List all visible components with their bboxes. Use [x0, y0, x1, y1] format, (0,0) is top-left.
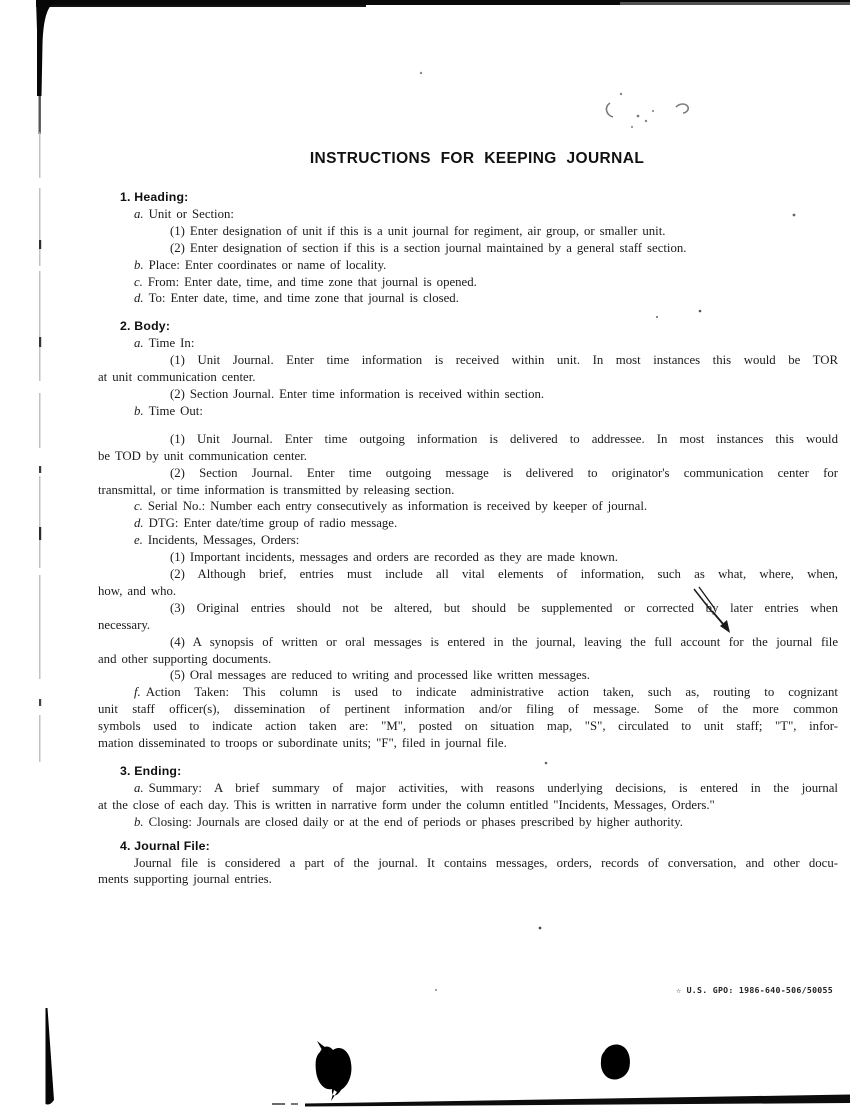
punch-hole-ink-blob-1 — [316, 1041, 352, 1101]
item-letter: a. — [134, 336, 144, 351]
continuation-line: be TOD by unit communication center. — [98, 448, 307, 463]
item-letter: b. — [134, 403, 144, 418]
list-item — [134, 498, 838, 515]
list-item: (1) Unit Journal. Enter time outgoing information is delivered to addressee. In most instances this would — [170, 431, 838, 446]
item-text: DTG: Enter date/time group of radio message. — [148, 516, 398, 531]
item-letter: a. — [134, 780, 144, 795]
section-heading-block — [98, 189, 838, 307]
item-text: Summary: A brief summary of major activities, with reasons underlying decisions, is entered in the journal — [148, 780, 838, 795]
list-item — [134, 206, 838, 223]
continuation-line: symbols used to indicate action taken are: "M", posted on situation map, "S", circulated to unit staff; "T", infor- — [98, 719, 838, 734]
continuation-line: ments supporting journal entries. — [98, 872, 272, 887]
item-letter: d. — [134, 516, 144, 531]
item-text: Incidents, Messages, Orders: — [147, 533, 300, 548]
list-item — [134, 257, 838, 274]
punch-hole-ink-blob-2 — [601, 1045, 630, 1080]
page-title: INSTRUCTIONS FOR KEEPING JOURNAL — [309, 150, 645, 167]
item-text: Closing: Journals are closed daily or at the end of periods or phases prescribed by higher authority. — [148, 814, 683, 829]
item-text: Time In: — [148, 336, 195, 351]
item-letter: b. — [134, 814, 144, 829]
continuation-line: and other supporting documents. — [98, 651, 272, 666]
item-text: To: Enter date, time, and time zone that journal is closed. — [148, 291, 459, 306]
continuation-line: at unit communication center. — [98, 370, 256, 385]
section-heading: 4. Journal File: — [120, 838, 210, 853]
item-text: Serial No.: Number each entry consecutively as information is received by keeper of journal. — [147, 499, 648, 514]
list-item: (5) Oral messages are reduced to writing and processed like written messages. — [170, 668, 590, 683]
document-content — [98, 0, 838, 888]
list-item — [134, 274, 838, 291]
section-ending-block — [98, 763, 838, 831]
item-letter: d. — [134, 291, 144, 306]
continuation-line: mation disseminated to troops or subordinate units; "F", filed in journal file. — [98, 736, 507, 751]
item-letter: a. — [134, 206, 144, 221]
bottom-edge-line — [272, 1095, 850, 1107]
item-letter: e. — [134, 533, 143, 548]
item-letter: c. — [134, 274, 143, 289]
list-item: (2) Section Journal. Enter time information is received within section. — [170, 386, 545, 401]
section-body-block — [98, 318, 838, 752]
item-letter: c. — [134, 499, 143, 514]
bottom-left-crease — [46, 1008, 55, 1105]
list-item — [134, 403, 838, 420]
left-margin-line — [39, 132, 41, 762]
item-text: Action Taken: This column is used to indicate administrative action taken, such as, routing to cognizant — [145, 685, 838, 700]
item-text: Place: Enter coordinates or name of locality. — [148, 257, 387, 272]
list-item: (1) Unit Journal. Enter time information is received within unit. In most instances this would be TOR — [170, 353, 838, 368]
paragraph-line: Journal file is considered a part of the journal. It contains messages, orders, records of conversation, and other docu- — [134, 855, 838, 870]
list-item: (2) Section Journal. Enter time outgoing message is delivered to originator's communication center for — [170, 465, 838, 480]
section-heading: 2. Body: — [120, 319, 171, 334]
section-heading: 1. Heading: — [120, 190, 189, 204]
item-letter: f. — [134, 685, 141, 700]
section-journal-file-block — [98, 838, 838, 889]
gpo-imprint: ☆ U.S. GPO: 1986-640-506/50055 — [676, 985, 833, 995]
continuation-line: at the close of each day. This is written in narrative form under the column entitled "Incidents, Messages, Orders." — [98, 797, 715, 812]
item-letter: b. — [134, 257, 144, 272]
continuation-line: unit staff officer(s), dissemination of pertinent information and/or filing of message. Some of the more common — [98, 702, 838, 717]
list-item — [134, 780, 838, 797]
continuation-line: necessary. — [98, 617, 151, 632]
list-item — [134, 335, 838, 352]
item-text: From: Enter date, time, and time zone that journal is opened. — [147, 274, 477, 289]
page-corner-curl — [36, 0, 56, 96]
list-item — [134, 684, 838, 701]
continuation-line: transmittal, or time information is transmitted by releasing section. — [98, 482, 455, 497]
list-item — [134, 532, 838, 549]
list-item — [134, 515, 838, 532]
continuation-line: how, and who. — [98, 583, 177, 598]
item-text: Time Out: — [148, 403, 203, 418]
section-heading: 3. Ending: — [120, 764, 182, 778]
list-item: (4) A synopsis of written or oral messages is entered in the journal, leaving the full account for the journal file — [170, 634, 838, 649]
list-item — [134, 290, 838, 307]
item-text: Unit or Section: — [148, 206, 234, 221]
list-item: (3) Original entries should not be altered, but should be supplemented or corrected by later entries when — [170, 600, 838, 615]
list-item: (2) Enter designation of section if this is a section journal maintained by a general staff section. — [170, 240, 687, 255]
list-item: (1) Enter designation of unit if this is a unit journal for regiment, air group, or smaller unit. — [170, 223, 666, 238]
list-item: (1) Important incidents, messages and orders are recorded as they are made known. — [170, 550, 619, 565]
list-item: (2) Although brief, entries must include all vital elements of information, such as what, where, when, — [170, 567, 838, 582]
list-item — [134, 814, 838, 831]
